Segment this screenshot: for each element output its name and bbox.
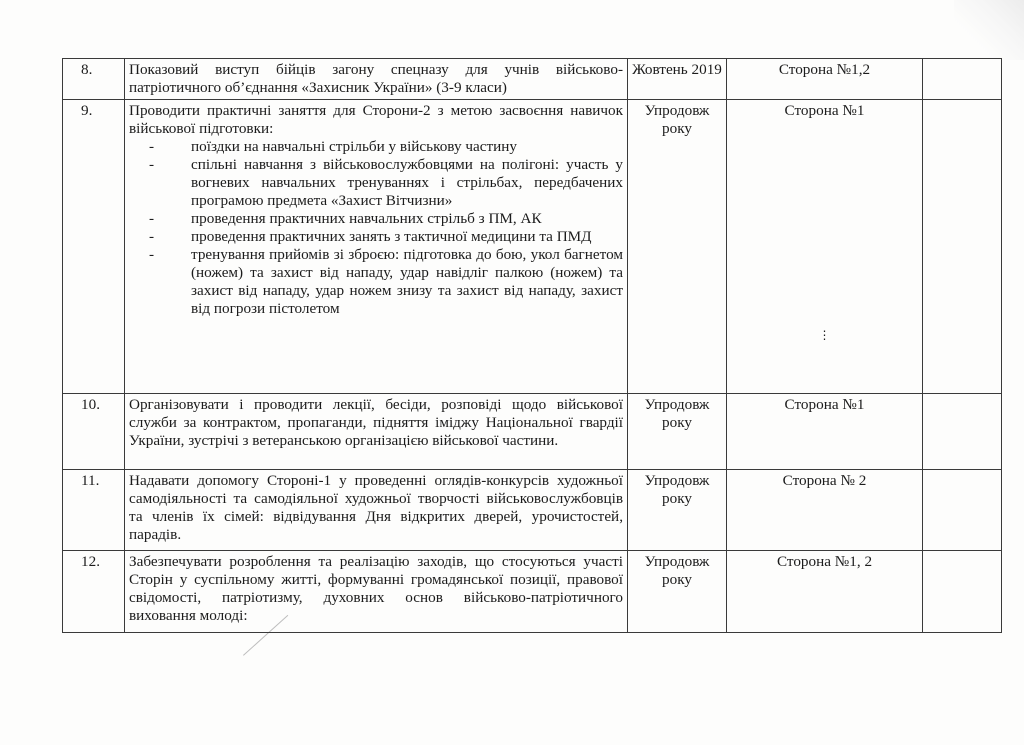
activity-description: Показовий виступ бійців загону спецназу для учнів військово-патріотичного об’єднання «Захисник України» (3-9 класи) <box>125 59 628 100</box>
row-number: 10. <box>63 394 125 470</box>
activity-term: Упродовж року <box>628 470 727 551</box>
notes-cell <box>923 470 1002 551</box>
responsible-party: Сторона №1 <box>784 102 865 119</box>
notes-cell <box>923 394 1002 470</box>
table-row <box>63 551 1002 633</box>
table-row <box>63 59 1002 100</box>
activity-plan-table <box>62 58 1002 633</box>
activity-description: Забезпечувати розроблення та реалізацію заходів, що стосуються участі Сторін у суспільному житті, формуванні громадянської позиції, правової свідомості, патріотизму, духовних основ військово-патріотичного виховання молоді: <box>125 551 628 633</box>
list-item: - проведення практичних занять з тактичної медицини та ПМД <box>191 228 623 246</box>
activity-term: Упродовж року <box>628 394 727 470</box>
responsible-party: Сторона № 2 <box>727 470 923 551</box>
responsible-party: Сторона №1, 2 <box>727 551 923 633</box>
activity-term: Жовтень 2019 <box>628 59 727 100</box>
responsible-party: Сторона №1 <box>727 394 923 470</box>
activity-description: Проводити практичні заняття для Сторони-2 з метою засвоєння навичок військової підготовки: <box>129 102 623 137</box>
notes-cell <box>923 551 1002 633</box>
notes-cell <box>923 100 1002 394</box>
vertical-dots-mark: ⋮ <box>818 328 831 342</box>
activity-term: Упродовж року <box>628 100 727 394</box>
table-row <box>63 470 1002 551</box>
row-number: 12. <box>63 551 125 633</box>
row-number: 8. <box>63 59 125 100</box>
activity-description: Надавати допомогу Стороні-1 у проведенні оглядів-конкурсів художньої самодіяльності та самодіяльної художньої творчості військовослужбовців та членів їх сімей: відвідування Дня відкритих дверей, урочистостей, парадів. <box>125 470 628 551</box>
row-number: 9. <box>63 100 125 394</box>
responsible-party: Сторона №1,2 <box>727 59 923 100</box>
responsible-party-cell <box>727 100 923 394</box>
scanned-page-fold <box>954 0 1024 60</box>
table-row <box>63 100 1002 394</box>
list-item: - тренування прийомів зі зброєю: підготовка до бою, укол багнетом (ножем) та захист від нападу, удар навідліг палкою (ножем) та захист від нападу, удар ножем знизу та захист від нападу, захист від погрози пістолетом <box>191 246 623 318</box>
activity-description-cell <box>125 100 628 394</box>
activity-term: Упродовж року <box>628 551 727 633</box>
list-item: - поїздки на навчальні стрільби у військову частину <box>191 138 623 156</box>
activity-description: Організовувати і проводити лекції, бесіди, розповіді щодо військової служби за контрактом, пропаганди, підняття іміджу Національної гвардії України, зустрічі з ветеранською організацією військової частини. <box>125 394 628 470</box>
row-number: 11. <box>63 470 125 551</box>
list-item: - проведення практичних навчальних стрільб з ПМ, АК <box>191 210 623 228</box>
table-row <box>63 394 1002 470</box>
activity-subitems-list <box>129 138 623 318</box>
notes-cell <box>923 59 1002 100</box>
list-item: - спільні навчання з військовослужбовцями на полігоні: участь у вогневих навчальних тренуваннях і стрільбах, передбачених програмою предмета «Захист Вітчизни» <box>191 156 623 210</box>
